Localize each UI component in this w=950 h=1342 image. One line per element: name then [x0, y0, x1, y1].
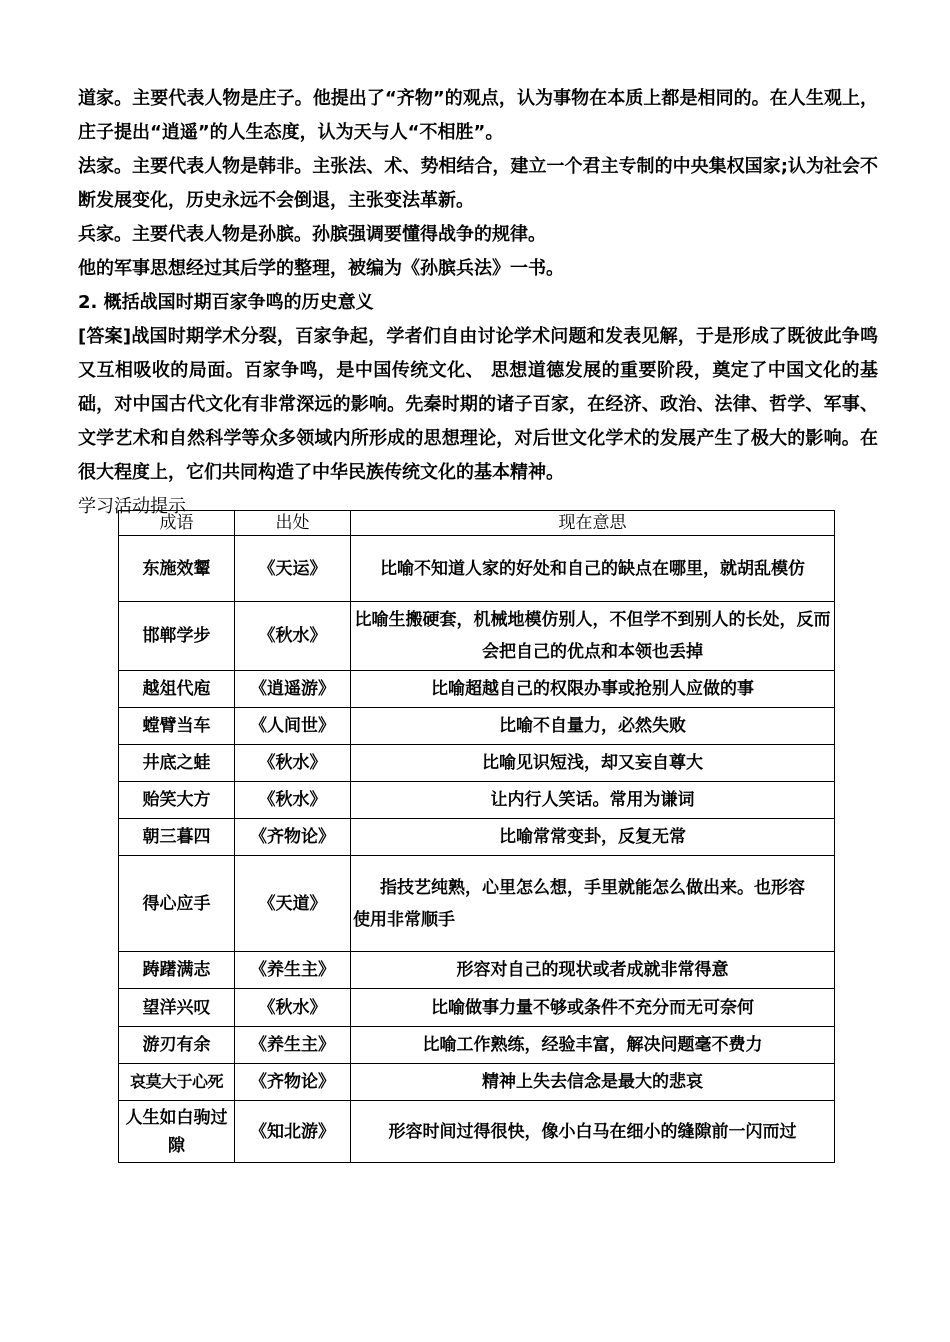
table-row: [119, 1101, 835, 1163]
meaning-cell: 比喻超越自己的权限办事或抢别人应做的事: [351, 671, 835, 708]
meaning-cell: 比喻做事力量不够或条件不充分而无可奈何: [351, 989, 835, 1027]
document-body: [78, 82, 878, 524]
source-cell: 《知北游》: [235, 1101, 351, 1163]
table-row: [119, 671, 835, 708]
table-row: [119, 1064, 835, 1101]
idiom-cell: 游刃有余: [119, 1027, 235, 1064]
header-idiom: 成语: [119, 511, 235, 536]
idiom-cell: 螳臂当车: [119, 708, 235, 745]
meaning-cell: 比喻工作熟练，经验丰富，解决问题毫不费力: [351, 1027, 835, 1064]
table-row: [119, 708, 835, 745]
idiom-cell: 望洋兴叹: [119, 989, 235, 1027]
idiom-cell: 越俎代庖: [119, 671, 235, 708]
meaning-cell: 比喻见识短浅，却又妄自尊大: [351, 745, 835, 782]
meaning-cell: 比喻常常变卦，反复无常: [351, 819, 835, 856]
table-header-row: [119, 511, 835, 536]
source-cell: 《养生主》: [235, 952, 351, 989]
idiom-cell: 东施效颦: [119, 536, 235, 602]
idiom-cell: 井底之蛙: [119, 745, 235, 782]
source-cell: 《秋水》: [235, 745, 351, 782]
source-cell: 《齐物论》: [235, 819, 351, 856]
source-cell: 《秋水》: [235, 782, 351, 819]
paragraph-fajia: 法家。主要代表人物是韩非。主张法、术、势相结合，建立一个君主专制的中央集权国家;认为社会不断发展变化，历史永远不会倒退，主张变法革新。: [78, 156, 878, 211]
idiom-cell: 人生如白驹过隙: [119, 1101, 235, 1163]
source-cell: 《天道》: [235, 856, 351, 952]
source-cell: 《齐物论》: [235, 1064, 351, 1101]
table-row: [119, 989, 835, 1027]
idiom-cell: 贻笑大方: [119, 782, 235, 819]
source-cell: 《天运》: [235, 536, 351, 602]
table-row: [119, 952, 835, 989]
header-meaning: 现在意思: [351, 511, 835, 536]
meaning-cell: 比喻不自量力，必然失败: [351, 708, 835, 745]
table-row: [119, 782, 835, 819]
meaning-cell: [351, 856, 835, 952]
source-cell: 《秋水》: [235, 989, 351, 1027]
answer-paragraph: [答案]战国时期学术分裂，百家争起，学者们自由讨论学术问题和发表见解，于是形成了既彼此争鸣又互相吸收的局面。百家争鸣，是中国传统文化、 思想道德发展的重要阶段，奠定了中国文化的基础，对中国古代文化有非常深远的影响。先秦时期的诸子百家，在经济、政治、法律、哲学、军事、文学艺术和自然科学等众多领域内所形成的思想理论，对后世文化学术的发展产生了极大的影响。在很大程度上，它们共同构造了中华民族传统文化的基本精神。: [78, 326, 878, 483]
table-row: [119, 745, 835, 782]
source-cell: 《养生主》: [235, 1027, 351, 1064]
idiom-cell: 朝三暮四: [119, 819, 235, 856]
idiom-cell: 得心应手: [119, 856, 235, 952]
table-row: [119, 856, 835, 952]
table-row: [119, 602, 835, 671]
meaning-cell: 形容对自己的现状或者成就非常得意: [351, 952, 835, 989]
question-heading: 2. 概括战国时期百家争鸣的历史意义: [78, 292, 374, 313]
paragraph-bingjia: 兵家。主要代表人物是孙膑。孙膑强调要懂得战争的规律。: [78, 224, 546, 245]
idiom-cell: 邯郸学步: [119, 602, 235, 671]
idiom-table: [118, 510, 835, 1163]
meaning-cell: 比喻不知道人家的好处和自己的缺点在哪里，就胡乱模仿: [351, 536, 835, 602]
source-cell: 《逍遥游》: [235, 671, 351, 708]
table-row: [119, 1027, 835, 1064]
activity-title: 学习活动提示: [78, 496, 186, 517]
meaning-cell: 精神上失去信念是最大的悲哀: [351, 1064, 835, 1101]
meaning-cell: 让内行人笑话。常用为谦词: [351, 782, 835, 819]
source-cell: 《秋水》: [235, 602, 351, 671]
meaning-cell: 形容时间过得很快，像小白马在细小的缝隙前一闪而过: [351, 1101, 835, 1163]
idiom-cell: 哀莫大于心死: [119, 1064, 235, 1101]
paragraph-sunbin: 他的军事思想经过其后学的整理，被编为《孙膑兵法》一书。: [78, 258, 564, 279]
paragraph-daojia: 道家。主要代表人物是庄子。他提出了“齐物”的观点，认为事物在本质上都是相同的。在人生观上，庄子提出“逍遥”的人生态度，认为天与人“不相胜”。: [78, 88, 878, 143]
source-cell: 《人间世》: [235, 708, 351, 745]
meaning-line: 指技艺纯熟，心里怎么想，手里就能怎么做出来。也形容: [380, 877, 805, 898]
idiom-cell: 踌躇满志: [119, 952, 235, 989]
header-source: 出处: [235, 511, 351, 536]
meaning-cell: 比喻生搬硬套，机械地模仿别人，不但学不到别人的长处，反而会把自己的优点和本领也丢掉: [351, 602, 835, 671]
meaning-line: 使用非常顺手: [353, 909, 455, 930]
table-row: [119, 536, 835, 602]
table-row: [119, 819, 835, 856]
